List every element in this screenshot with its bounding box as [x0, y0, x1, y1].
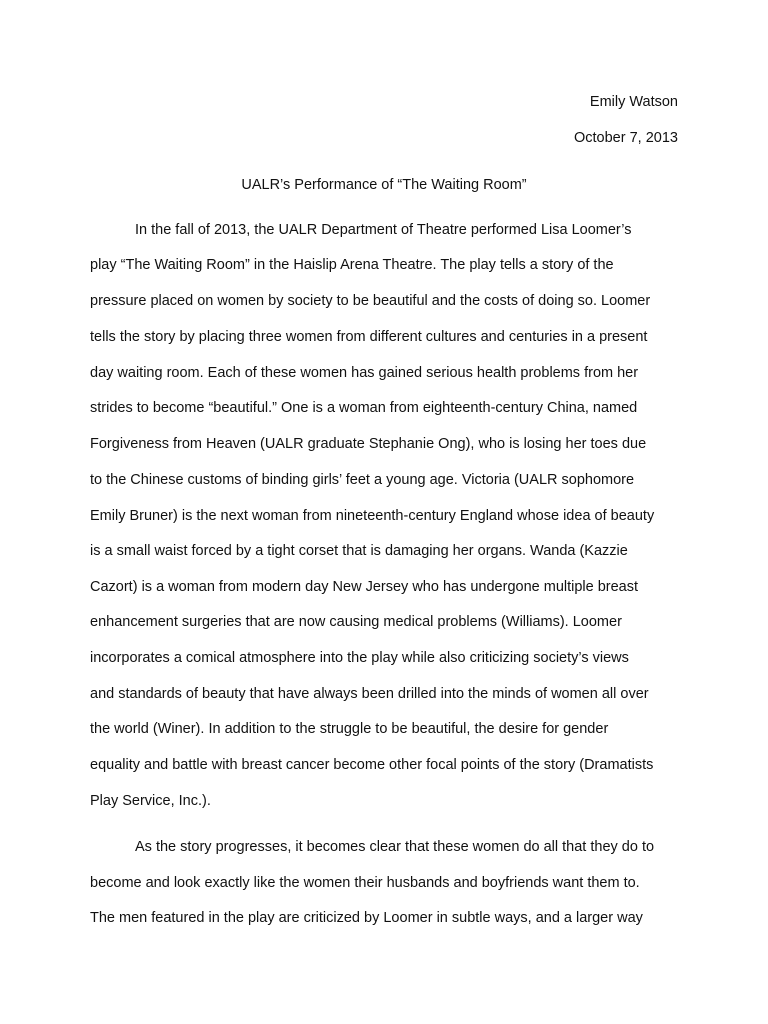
paragraph-line: play “The Waiting Room” in the Haislip Arena Theatre. The play tells a story of the — [90, 257, 614, 273]
paragraph-line: incorporates a comical atmosphere into the play while also criticizing society’s views — [90, 650, 629, 666]
paragraph-line: enhancement surgeries that are now causing medical problems (Williams). Loomer — [90, 614, 622, 630]
paragraph-line: pressure placed on women by society to be beautiful and the costs of doing so. Loomer — [90, 293, 651, 309]
paragraph-line: Play Service, Inc.). — [90, 793, 211, 809]
paragraph-line: is a small waist forced by a tight corset that is damaging her organs. Wanda (Kazzie — [90, 543, 628, 559]
paragraph-line: the world (Winer). In addition to the struggle to be beautiful, the desire for gender — [90, 721, 609, 737]
paragraph-line: Cazort) is a woman from modern day New Jersey who has undergone multiple breast — [90, 579, 639, 595]
paragraph-line: and standards of beauty that have always been drilled into the minds of women all over — [90, 686, 649, 702]
paragraph-line: to the Chinese customs of binding girls’ feet a young age. Victoria (UALR sophomore — [90, 472, 635, 488]
paragraph-line: become and look exactly like the women their husbands and boyfriends want them to. — [90, 875, 640, 891]
paragraph-line: The men featured in the play are criticized by Loomer in subtle ways, and a larger way — [90, 910, 643, 926]
paragraph-line: Emily Bruner) is the next woman from nineteenth-century England whose idea of beauty — [90, 508, 655, 524]
paragraph-line: As the story progresses, it becomes clear that these women do all that they do to — [135, 839, 655, 855]
paragraph-line: equality and battle with breast cancer become other focal points of the story (Dramatists — [90, 757, 654, 773]
paragraph-line: tells the story by placing three women from different cultures and centuries in a present — [90, 329, 648, 345]
paragraph-line: strides to become “beautiful.” One is a woman from eighteenth-century China, named — [90, 400, 638, 416]
paragraph-line: In the fall of 2013, the UALR Department of Theatre performed Lisa Loomer’s — [135, 222, 632, 238]
paragraph-line: day waiting room. Each of these women has gained serious health problems from her — [90, 365, 639, 381]
paragraph-line: Forgiveness from Heaven (UALR graduate Stephanie Ong), who is losing her toes due — [90, 436, 647, 452]
document-date: October 7, 2013 — [574, 130, 678, 146]
author-name: Emily Watson — [589, 94, 678, 110]
essay-title: UALR’s Performance of “The Waiting Room” — [241, 177, 527, 193]
